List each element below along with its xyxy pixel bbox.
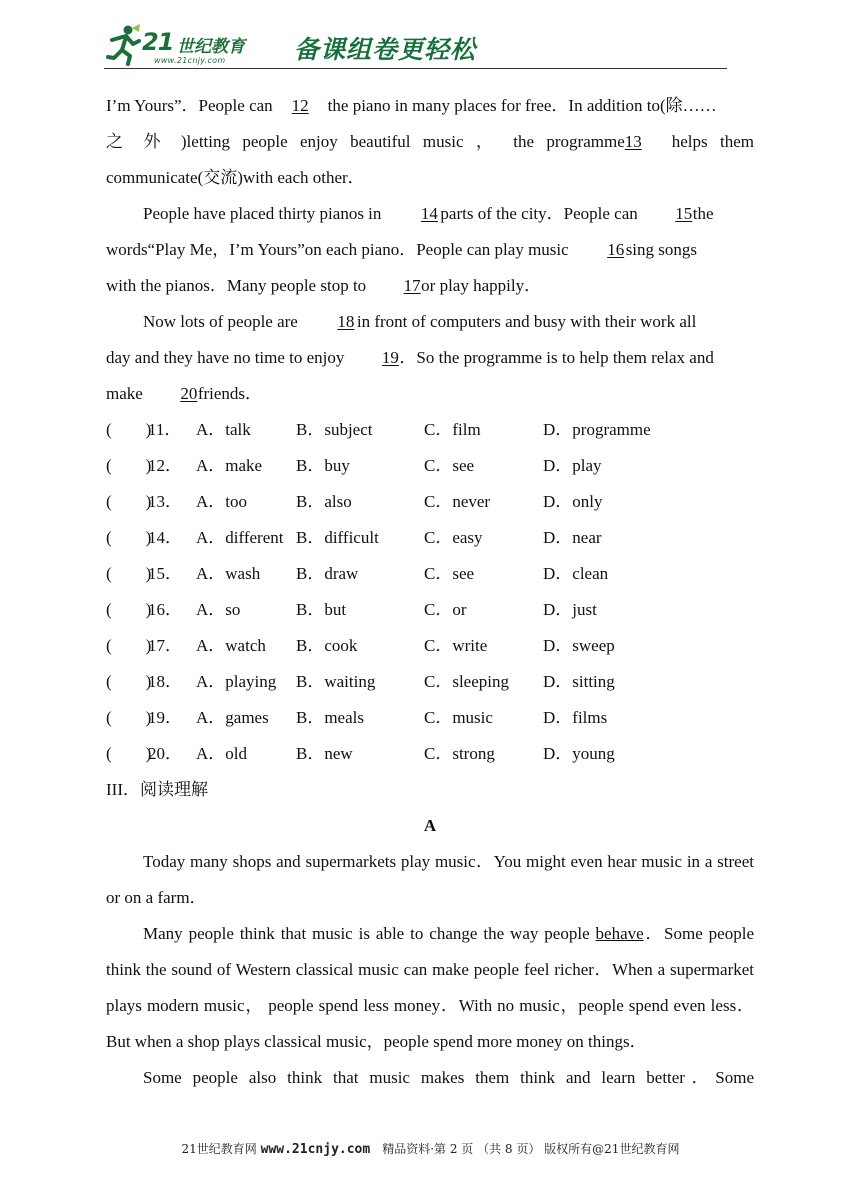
text-run: words“Play Me，I’m Yours”on each piano．People can play music bbox=[106, 240, 569, 259]
runner-icon bbox=[106, 24, 142, 66]
question-row bbox=[106, 628, 754, 664]
option-c: C．sleeping bbox=[424, 672, 509, 691]
option-d: D．only bbox=[543, 492, 603, 511]
text-run: in front of computers and busy with their work all bbox=[356, 312, 697, 331]
blank-13: 13 bbox=[624, 132, 642, 151]
blank-16: 16 bbox=[607, 240, 625, 259]
option-d: D．near bbox=[543, 528, 602, 547]
answer-bracket: ( ) bbox=[106, 564, 152, 583]
option-d: D．sitting bbox=[543, 672, 615, 691]
option-a: A．talk bbox=[196, 420, 251, 439]
text-run: I’m Yours”．People can bbox=[106, 96, 273, 115]
footer-text: 精品资料·第 2 页 （共 8 页） 版权所有@21世纪教育网 bbox=[370, 1142, 680, 1156]
option-c: C．never bbox=[424, 492, 491, 511]
blank-15: 15 bbox=[675, 204, 693, 223]
option-c: C．film bbox=[424, 420, 481, 439]
question-row bbox=[106, 484, 754, 520]
question-number: 16． bbox=[148, 600, 182, 619]
option-b: B．new bbox=[296, 744, 353, 763]
answer-bracket: ( ) bbox=[106, 600, 152, 619]
text-run: the bbox=[692, 204, 714, 223]
reading-paragraph-1: Today many shops and supermarkets play music．You might even hear music in a street or on a farm． bbox=[106, 852, 754, 907]
option-d: D．films bbox=[543, 708, 608, 727]
question-row bbox=[106, 448, 754, 484]
option-d: D．programme bbox=[543, 420, 651, 439]
option-a: A．games bbox=[196, 708, 269, 727]
option-d: D．clean bbox=[543, 564, 609, 583]
option-d: D．just bbox=[543, 600, 597, 619]
underlined-word: behave bbox=[595, 924, 644, 943]
reading-paragraph-2 bbox=[106, 916, 754, 1060]
answer-bracket: ( ) bbox=[106, 420, 152, 439]
text-run: parts of the city．People can bbox=[440, 204, 638, 223]
question-number: 15． bbox=[148, 564, 182, 583]
passage-line bbox=[106, 88, 754, 124]
option-a: A．wash bbox=[196, 564, 261, 583]
text-run: make bbox=[106, 384, 143, 403]
question-number: 17． bbox=[148, 636, 182, 655]
option-a: A．watch bbox=[196, 636, 266, 655]
text-run: sing songs bbox=[625, 240, 698, 259]
text-run: day and they have no time to enjoy bbox=[106, 348, 345, 367]
option-b: B．but bbox=[296, 600, 347, 619]
text-run: or play happily． bbox=[421, 276, 542, 295]
section-heading: III．阅读理解 bbox=[106, 780, 208, 799]
blank-18: 18 bbox=[337, 312, 355, 331]
question-number: 18． bbox=[148, 672, 182, 691]
text-run: Now lots of people are bbox=[143, 312, 298, 331]
text-run: 之 外 )letting people enjoy beautiful music ， the programme bbox=[106, 132, 625, 151]
blank-19: 19 bbox=[381, 348, 399, 367]
option-b: B．also bbox=[296, 492, 352, 511]
text-run: friends． bbox=[197, 384, 263, 403]
passage-paragraph-3 bbox=[106, 304, 754, 412]
text-run: helps them bbox=[671, 132, 754, 151]
question-number: 11． bbox=[148, 420, 182, 439]
question-number: 13． bbox=[148, 492, 182, 511]
option-a: A．different bbox=[196, 528, 284, 547]
passage-title: A bbox=[423, 816, 437, 835]
text-run: Many people think that music is able to change the way people bbox=[143, 924, 596, 943]
question-row bbox=[106, 700, 754, 736]
question-row bbox=[106, 664, 754, 700]
page-footer bbox=[0, 1140, 861, 1157]
question-row bbox=[106, 736, 754, 772]
question-row bbox=[106, 592, 754, 628]
text-run: People have placed thirty pianos in bbox=[143, 204, 382, 223]
option-b: B．cook bbox=[296, 636, 358, 655]
question-number: 14． bbox=[148, 528, 182, 547]
option-b: B．difficult bbox=[296, 528, 379, 547]
answer-bracket: ( ) bbox=[106, 636, 152, 655]
passage-line bbox=[106, 124, 754, 160]
question-list bbox=[106, 412, 754, 772]
answer-bracket: ( ) bbox=[106, 708, 152, 727]
option-a: A．make bbox=[196, 456, 263, 475]
option-b: B．waiting bbox=[296, 672, 376, 691]
option-b: B．subject bbox=[296, 420, 373, 439]
logo-chinese: 世纪教育 bbox=[177, 37, 245, 57]
header-divider bbox=[104, 68, 727, 69]
option-c: C．write bbox=[424, 636, 488, 655]
option-c: C．music bbox=[424, 708, 493, 727]
passage-paragraph-2 bbox=[106, 196, 754, 304]
option-d: D．play bbox=[543, 456, 602, 475]
option-b: B．draw bbox=[296, 564, 359, 583]
option-b: B．buy bbox=[296, 456, 350, 475]
site-logo bbox=[104, 22, 294, 70]
logo-number: 21 bbox=[142, 28, 174, 56]
option-c: C．strong bbox=[424, 744, 495, 763]
text-run: with the pianos．Many people stop to bbox=[106, 276, 367, 295]
option-c: C．easy bbox=[424, 528, 483, 547]
answer-bracket: ( ) bbox=[106, 456, 152, 475]
text-run: ．So the programme is to help them relax and bbox=[399, 348, 714, 367]
header-slogan: 备课组卷更轻松 bbox=[294, 35, 477, 64]
reading-paragraph-3: Some people also think that music makes them think and learn better．Some bbox=[143, 1068, 754, 1087]
option-c: C．or bbox=[424, 600, 467, 619]
option-a: A．too bbox=[196, 492, 247, 511]
option-b: B．meals bbox=[296, 708, 364, 727]
blank-14: 14 bbox=[420, 204, 438, 223]
option-a: A．playing bbox=[196, 672, 277, 691]
option-d: D．young bbox=[543, 744, 615, 763]
question-row bbox=[106, 520, 754, 556]
logo-url: www.21cnjy.com bbox=[154, 56, 226, 65]
blank-12: 12 bbox=[291, 96, 309, 115]
question-row bbox=[106, 556, 754, 592]
footer-site: www.21cnjy.com bbox=[260, 1142, 371, 1157]
option-c: C．see bbox=[424, 456, 475, 475]
question-number: 20． bbox=[148, 744, 182, 763]
page-header bbox=[104, 22, 727, 72]
option-a: A．old bbox=[196, 744, 247, 763]
question-row bbox=[106, 412, 754, 448]
passage-line: communicate(交流)with each other． bbox=[106, 168, 365, 187]
question-number: 19． bbox=[148, 708, 182, 727]
option-d: D．sweep bbox=[543, 636, 615, 655]
answer-bracket: ( ) bbox=[106, 672, 152, 691]
blank-17: 17 bbox=[403, 276, 421, 295]
answer-bracket: ( ) bbox=[106, 744, 152, 763]
text-run: the piano in many places for free．In addition to(除…… bbox=[327, 96, 717, 115]
blank-20: 20 bbox=[180, 384, 198, 403]
footer-text: 21世纪教育网 bbox=[181, 1142, 261, 1156]
text-run: ．Some people think the sound of Western classical music can make people feel richer．When a supermarket plays modern music， people spend less money．With no music，people spend even less．But when a shop plays classical music，people spend more money on things． bbox=[106, 924, 754, 1051]
document-body bbox=[106, 88, 754, 1096]
question-number: 12． bbox=[148, 456, 182, 475]
option-a: A．so bbox=[196, 600, 241, 619]
answer-bracket: ( ) bbox=[106, 492, 152, 511]
answer-bracket: ( ) bbox=[106, 528, 152, 547]
option-c: C．see bbox=[424, 564, 475, 583]
